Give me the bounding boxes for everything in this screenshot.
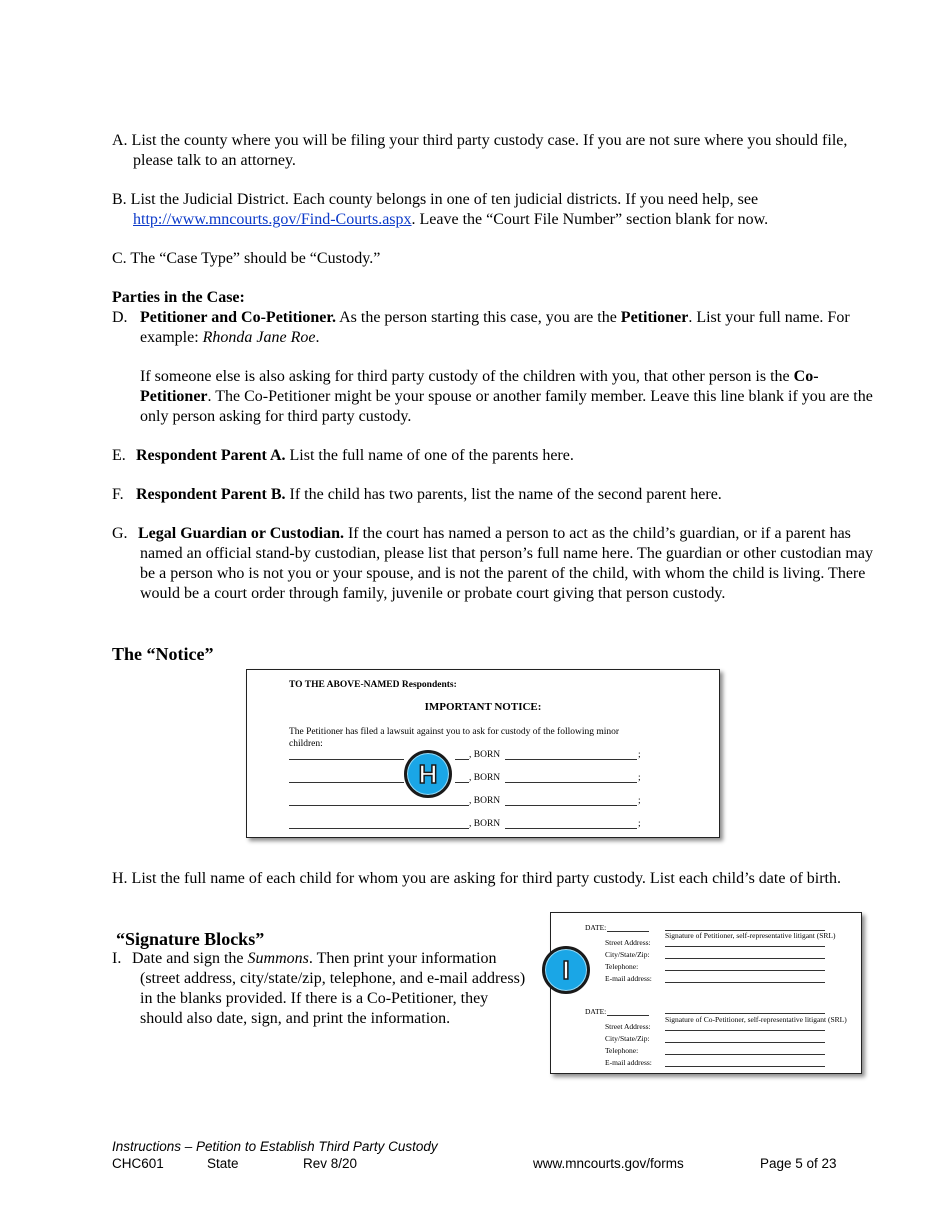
item-d-letter: D.	[112, 309, 128, 326]
item-f-letter: F.	[112, 486, 124, 503]
sig-city-line-1	[665, 958, 825, 959]
notice-body: The Petitioner has filed a lawsuit against you to ask for custody of the following minor children:	[289, 727, 620, 749]
item-d-t3: .	[315, 329, 320, 346]
sig-street-line-2	[665, 1030, 825, 1031]
item-a	[112, 131, 884, 171]
item-e-text: List the full name of one of the parents here.	[285, 447, 574, 464]
sig-email-label-2: E-mail address:	[605, 1058, 652, 1067]
sig-email-line-2	[665, 1066, 825, 1067]
item-b	[112, 190, 884, 230]
item-c	[112, 249, 884, 269]
badge-h-icon: H	[404, 750, 452, 798]
sig-copetitioner-label: Signature of Co-Petitioner, self-representative litigant (SRL)	[665, 1015, 847, 1024]
sig-petitioner-label: Signature of Petitioner, self-representative litigant (SRL)	[665, 931, 836, 940]
sig-city-label-2: City/State/Zip:	[605, 1034, 650, 1043]
item-g-letter: G.	[112, 525, 128, 542]
item-g-bold: Legal Guardian or Custodian.	[138, 525, 344, 542]
signature-figure	[550, 912, 862, 1074]
child-name-line-3	[289, 805, 469, 806]
child-name-line-1b	[455, 759, 469, 760]
footer-page-number: Page 5 of 23	[760, 1156, 837, 1171]
semicolon-1: ;	[638, 750, 641, 760]
item-i	[112, 949, 532, 1029]
semicolon-3: ;	[638, 796, 641, 806]
item-e-bold: Respondent Parent A.	[136, 447, 286, 464]
item-d-bold: Petitioner and Co-Petitioner.	[140, 309, 336, 326]
notice-title: IMPORTANT NOTICE:	[424, 701, 542, 713]
sig-city-line-2	[665, 1042, 825, 1043]
signature-heading: “Signature Blocks”	[116, 929, 265, 949]
born-label-2: , BORN	[469, 773, 501, 783]
birth-line-2	[505, 782, 637, 783]
item-d-bold2: Petitioner	[620, 309, 689, 326]
child-name-line-4	[289, 828, 469, 829]
sig-date-label-2: DATE:	[585, 1007, 607, 1016]
sig-date-line-1	[607, 931, 649, 932]
born-label-3: , BORN	[469, 796, 501, 806]
badge-i-icon: I	[542, 946, 590, 994]
footer-url: www.mncourts.gov/forms	[533, 1156, 684, 1171]
sig-email-line-1	[665, 982, 825, 983]
item-d	[112, 308, 884, 348]
notice-figure	[246, 669, 720, 838]
footer-form-number: CHC601	[112, 1156, 164, 1171]
item-b-pre: B. List the Judicial District. Each county belongs in one of ten judicial districts. If you need help, see	[112, 191, 759, 208]
item-d-example: Rhonda Jane Roe	[202, 329, 316, 346]
sig-street-label-1: Street Address:	[605, 938, 651, 947]
item-i-italic: Summons	[247, 950, 309, 967]
item-e-letter: E.	[112, 447, 126, 464]
find-courts-link[interactable]: http://www.mncourts.gov/Find-Courts.aspx	[133, 211, 412, 228]
sig-street-label-2: Street Address:	[605, 1022, 651, 1031]
item-f	[112, 485, 884, 505]
item-b-post: . Leave the “Court File Number” section blank for now.	[411, 211, 769, 228]
item-i-t2: . Then print your information (street address, city/state/zip, telephone, and e-mail address) in the blanks provided. If there is a Co-Petitioner, they should also date, sign, and print the information.	[140, 950, 526, 1027]
footer-state: State	[207, 1156, 239, 1171]
item-e	[112, 446, 884, 466]
sig-date-label-1: DATE:	[585, 923, 607, 932]
item-i-letter: I.	[112, 950, 122, 967]
item-d2-t1: If someone else is also asking for third party custody of the children with you, that other person is the	[140, 368, 794, 385]
item-a-text: A. List the county where you will be filing your third party custody case. If you are not sure where you should file, please talk to an attorney.	[112, 132, 848, 169]
item-g	[112, 524, 884, 604]
footer-title: Instructions – Petition to Establish Third Party Custody	[112, 1139, 438, 1154]
item-f-text: If the child has two parents, list the name of the second parent here.	[285, 486, 722, 503]
notice-to-line: TO THE ABOVE-NAMED Respondents:	[289, 680, 457, 690]
item-h-text: H. List the full name of each child for whom you are asking for third party custody. List each child’s date of birth.	[112, 870, 841, 887]
item-g-text: If the court has named a person to act as the child’s guardian, or if a parent has named an official stand-by custodian, please list that person’s full name here. The guardian or other custodian may be a person who is not you or your spouse, and is not the parent of the child, with whom the child is living. There would be a court order through family, juvenile or probate court giving that person custody.	[140, 525, 873, 602]
item-d2-bold: Co-Petitioner	[140, 368, 819, 405]
sig-phone-line-2	[665, 1054, 825, 1055]
item-c-text: C. The “Case Type” should be “Custody.”	[112, 250, 381, 267]
born-label-1: , BORN	[469, 750, 501, 760]
item-d-t2: . List your full name. For example:	[140, 309, 850, 346]
sig-street-line-1	[665, 946, 825, 947]
item-d2	[140, 367, 885, 427]
sig-phone-label-1: Telephone:	[605, 962, 639, 971]
sig-email-label-1: E-mail address:	[605, 974, 652, 983]
birth-line-4	[505, 828, 637, 829]
birth-line-3	[505, 805, 637, 806]
item-d-t1: As the person starting this case, you are the	[335, 309, 621, 326]
child-name-line-2b	[455, 782, 469, 783]
notice-heading: The “Notice”	[112, 644, 214, 664]
footer-revision: Rev 8/20	[303, 1156, 358, 1171]
child-name-line-1a	[289, 759, 404, 760]
item-d2-t2: . The Co-Petitioner might be your spouse or another family member. Leave this line blank if you are the only person asking for third party custody.	[140, 388, 873, 425]
born-label-4: , BORN	[469, 819, 501, 829]
child-name-line-2a	[289, 782, 404, 783]
sig-date-line-2	[607, 1015, 649, 1016]
sig-line-2	[665, 1013, 825, 1014]
item-i-t1: Date and sign the	[132, 950, 248, 967]
item-h	[112, 869, 884, 889]
sig-city-label-1: City/State/Zip:	[605, 950, 650, 959]
birth-line-1	[505, 759, 637, 760]
item-f-bold: Respondent Parent B.	[136, 486, 286, 503]
semicolon-2: ;	[638, 773, 641, 783]
sig-phone-line-1	[665, 970, 825, 971]
parties-heading: Parties in the Case:	[112, 289, 245, 306]
sig-phone-label-2: Telephone:	[605, 1046, 639, 1055]
semicolon-4: ;	[638, 819, 641, 829]
